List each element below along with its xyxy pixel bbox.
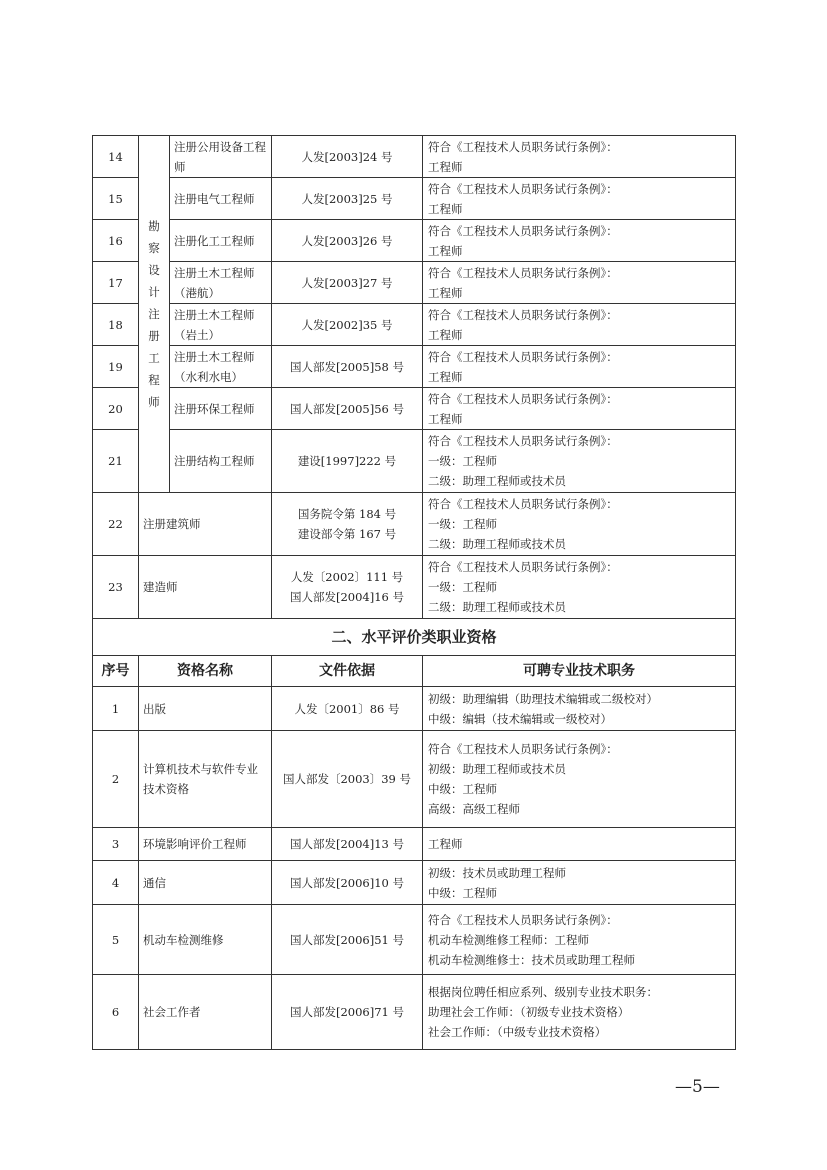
qualification-name: 注册土木工程师（港航） bbox=[170, 262, 272, 304]
table-row bbox=[93, 430, 736, 493]
eligible-position-line: 一级：工程师 bbox=[428, 454, 497, 468]
qualification-name: 计算机技术与软件专业技术资格 bbox=[139, 731, 272, 828]
document-basis-line: 国人部发[2006]71 号 bbox=[289, 1005, 405, 1019]
table-row bbox=[93, 178, 736, 220]
section-title-row bbox=[93, 619, 736, 656]
document-basis-line: 人发[2002]35 号 bbox=[301, 317, 393, 332]
eligible-position-line: 符合《工程技术人员职务试行条例》： bbox=[428, 307, 618, 322]
eligible-position bbox=[423, 975, 736, 1050]
document-basis bbox=[272, 178, 423, 220]
qualification-name: 环境影响评价工程师 bbox=[139, 828, 272, 861]
row-number: 1 bbox=[93, 687, 139, 731]
row-number: 5 bbox=[93, 905, 139, 975]
qualification-name: 注册建筑师 bbox=[139, 493, 272, 556]
eligible-position-line: 符合《工程技术人员职务试行条例》： bbox=[428, 223, 618, 238]
document-basis-line: 人发[2003]27 号 bbox=[301, 275, 393, 290]
eligible-position-line: 符合《工程技术人员职务试行条例》： bbox=[428, 265, 618, 280]
eligible-position-line: 中级：工程师 bbox=[428, 885, 497, 900]
row-number: 3 bbox=[93, 828, 139, 861]
document-basis-line: 人发〔2001〕86 号 bbox=[294, 701, 400, 716]
document-basis bbox=[272, 346, 423, 388]
document-basis bbox=[272, 220, 423, 262]
qualification-name: 建造师 bbox=[139, 556, 272, 619]
document-basis-line: 国人部发[2006]10 号 bbox=[289, 875, 405, 890]
document-basis bbox=[272, 975, 423, 1050]
row-number: 15 bbox=[93, 178, 139, 220]
table-row bbox=[93, 262, 736, 304]
eligible-position-line: 一级：工程师 bbox=[428, 580, 497, 594]
qualification-name: 注册电气工程师 bbox=[170, 178, 272, 220]
row-number: 17 bbox=[93, 262, 139, 304]
table-row bbox=[93, 304, 736, 346]
document-basis-line: 国务院令第 184 号 bbox=[297, 507, 397, 521]
eligible-position-line: 机动车检测维修士：技术员或助理工程师 bbox=[428, 952, 635, 967]
eligible-position-line: 符合《工程技术人员职务试行条例》： bbox=[428, 742, 618, 756]
eligible-position-line: 二级：助理工程师或技术员 bbox=[428, 600, 566, 614]
eligible-position-line: 二级：助理工程师或技术员 bbox=[428, 474, 566, 488]
eligible-position-line: 符合《工程技术人员职务试行条例》： bbox=[428, 349, 618, 364]
eligible-position-line: 工程师 bbox=[428, 285, 463, 300]
qualification-name: 注册公用设备工程师 bbox=[170, 136, 272, 178]
eligible-position-line: 初级：助理工程师或技术员 bbox=[428, 762, 566, 776]
eligible-position-line: 高级：高级工程师 bbox=[428, 802, 520, 816]
eligible-position-line: 符合《工程技术人员职务试行条例》： bbox=[428, 139, 618, 154]
document-basis bbox=[272, 304, 423, 346]
table-row bbox=[93, 388, 736, 430]
eligible-position bbox=[423, 430, 736, 493]
qualification-name: 注册结构工程师 bbox=[170, 430, 272, 493]
qualification-name: 注册化工工程师 bbox=[170, 220, 272, 262]
section-two-body bbox=[93, 687, 736, 1050]
row-number: 4 bbox=[93, 861, 139, 905]
eligible-position-line: 一级：工程师 bbox=[428, 517, 497, 531]
document-basis bbox=[272, 861, 423, 905]
qualification-name: 注册环保工程师 bbox=[170, 388, 272, 430]
document-basis-line: 国人部发[2005]58 号 bbox=[289, 359, 405, 374]
table-row bbox=[93, 861, 736, 905]
eligible-position bbox=[423, 136, 736, 178]
document-basis bbox=[272, 136, 423, 178]
eligible-position bbox=[423, 178, 736, 220]
eligible-position-line: 工程师 bbox=[428, 159, 463, 174]
table-row bbox=[93, 346, 736, 388]
eligible-position bbox=[423, 262, 736, 304]
eligible-position bbox=[423, 346, 736, 388]
eligible-position-line: 助理社会工作师：（初级专业技术资格） bbox=[428, 1005, 630, 1019]
table-row bbox=[93, 220, 736, 262]
document-basis bbox=[272, 493, 423, 556]
table-row bbox=[93, 975, 736, 1050]
header-num: 序号 bbox=[93, 656, 139, 687]
table-row bbox=[93, 556, 736, 619]
eligible-position-line: 初级：技术员或助理工程师 bbox=[428, 865, 566, 880]
qualification-table bbox=[92, 135, 736, 1050]
document-basis bbox=[272, 687, 423, 731]
qualification-name: 注册土木工程师（水利水电） bbox=[170, 346, 272, 388]
document-basis bbox=[272, 731, 423, 828]
eligible-position-line: 初级：助理编辑（助理技术编辑或二级校对） bbox=[428, 691, 658, 706]
table-row bbox=[93, 687, 736, 731]
eligible-position-line: 机动车检测维修工程师：工程师 bbox=[428, 932, 589, 947]
document-basis bbox=[272, 556, 423, 619]
eligible-position-line: 符合《工程技术人员职务试行条例》： bbox=[428, 434, 618, 448]
eligible-position-line: 根据岗位聘任相应系列、级别专业技术职务： bbox=[428, 985, 658, 999]
section-two bbox=[93, 619, 736, 687]
qualification-name: 机动车检测维修 bbox=[139, 905, 272, 975]
eligible-position-line: 工程师 bbox=[428, 411, 463, 426]
row-number: 14 bbox=[93, 136, 139, 178]
eligible-position-line: 二级：助理工程师或技术员 bbox=[428, 537, 566, 551]
section-title: 二、水平评价类职业资格 bbox=[93, 619, 736, 656]
qualification-name: 通信 bbox=[139, 861, 272, 905]
qualification-name: 注册土木工程师（岩土） bbox=[170, 304, 272, 346]
document-basis-line: 人发[2003]25 号 bbox=[301, 191, 393, 206]
row-number: 23 bbox=[93, 556, 139, 619]
header-doc: 文件依据 bbox=[272, 656, 423, 687]
eligible-position-line: 符合《工程技术人员职务试行条例》： bbox=[428, 181, 618, 196]
eligible-position-line: 工程师 bbox=[428, 327, 463, 342]
header-duty: 可聘专业技术职务 bbox=[423, 656, 736, 687]
row-number: 22 bbox=[93, 493, 139, 556]
eligible-position-line: 工程师 bbox=[428, 837, 463, 851]
eligible-position-line: 符合《工程技术人员职务试行条例》： bbox=[428, 391, 618, 406]
eligible-position-line: 工程师 bbox=[428, 369, 463, 384]
eligible-position-line: 符合《工程技术人员职务试行条例》： bbox=[428, 912, 618, 927]
section-one-body bbox=[93, 136, 736, 619]
document-basis-line: 人发〔2002〕111 号 bbox=[290, 570, 404, 584]
eligible-position bbox=[423, 220, 736, 262]
header-row bbox=[93, 656, 736, 687]
document-basis-line: 国人部发[2005]56 号 bbox=[289, 401, 405, 416]
eligible-position-line: 工程师 bbox=[428, 201, 463, 216]
eligible-position-line: 符合《工程技术人员职务试行条例》： bbox=[428, 497, 618, 511]
table-row bbox=[93, 493, 736, 556]
row-number: 19 bbox=[93, 346, 139, 388]
qualification-name: 社会工作者 bbox=[139, 975, 272, 1050]
document-basis bbox=[272, 828, 423, 861]
document-basis bbox=[272, 388, 423, 430]
eligible-position bbox=[423, 304, 736, 346]
eligible-position bbox=[423, 861, 736, 905]
row-number: 20 bbox=[93, 388, 139, 430]
eligible-position bbox=[423, 556, 736, 619]
eligible-position-line: 符合《工程技术人员职务试行条例》： bbox=[428, 560, 618, 574]
row-number: 2 bbox=[93, 731, 139, 828]
category-label: 勘察设计注册工程师 bbox=[139, 136, 170, 493]
document-basis-line: 国人部发[2004]13 号 bbox=[289, 837, 405, 851]
qualification-name: 出版 bbox=[139, 687, 272, 731]
table-row bbox=[93, 136, 736, 178]
eligible-position bbox=[423, 905, 736, 975]
row-number: 18 bbox=[93, 304, 139, 346]
eligible-position bbox=[423, 731, 736, 828]
eligible-position bbox=[423, 828, 736, 861]
table-row bbox=[93, 905, 736, 975]
row-number: 6 bbox=[93, 975, 139, 1050]
document-basis-line: 建设部令第 167 号 bbox=[297, 527, 397, 541]
table-row bbox=[93, 828, 736, 861]
eligible-position-line: 社会工作师：（中级专业技术资格） bbox=[428, 1025, 607, 1039]
document-basis-line: 国人部发[2006]51 号 bbox=[289, 932, 405, 947]
document-basis bbox=[272, 262, 423, 304]
document-basis bbox=[272, 430, 423, 493]
table-row bbox=[93, 731, 736, 828]
document-basis-line: 人发[2003]24 号 bbox=[301, 149, 393, 164]
page-number: —5— bbox=[675, 1077, 720, 1097]
row-number: 21 bbox=[93, 430, 139, 493]
eligible-position bbox=[423, 687, 736, 731]
document-basis-line: 国人部发〔2003〕39 号 bbox=[282, 772, 412, 786]
eligible-position-line: 中级：工程师 bbox=[428, 782, 497, 796]
eligible-position bbox=[423, 388, 736, 430]
header-name: 资格名称 bbox=[139, 656, 272, 687]
document-basis-line: 建设[1997]222 号 bbox=[297, 454, 397, 468]
document-basis-line: 国人部发[2004]16 号 bbox=[289, 590, 405, 604]
eligible-position bbox=[423, 493, 736, 556]
document-basis-line: 人发[2003]26 号 bbox=[301, 233, 393, 248]
eligible-position-line: 工程师 bbox=[428, 243, 463, 258]
row-number: 16 bbox=[93, 220, 139, 262]
eligible-position-line: 中级：编辑（技术编辑或一级校对） bbox=[428, 711, 612, 726]
document-basis bbox=[272, 905, 423, 975]
